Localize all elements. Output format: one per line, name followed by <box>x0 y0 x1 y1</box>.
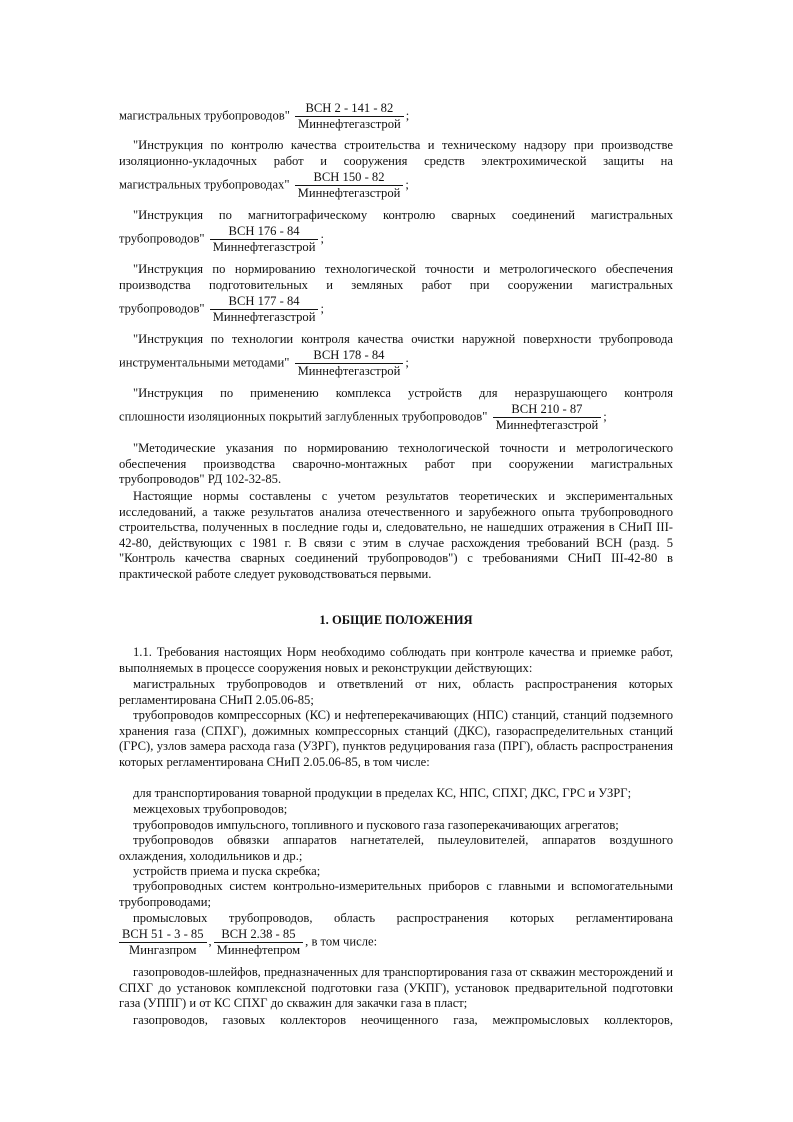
intro-paragraph: Настоящие нормы составлены с учетом результатов теоретических и экспериментальных исследований, а также результатов анализа отечественного и зарубежного опыта трубопроводного строительства, полученных в последние годы и, следовательно, не нашедших отражения в СНиП III-42-80, действующих с 1981 г. В связи с этим в случае расхождения требований ВСН (разд. 5 "Контроль качества сварных соединений трубопроводов") с требованиями СНиП III-42-80 в практической работе следует руководствоваться первыми. <box>119 489 673 581</box>
vsn-150-line <box>119 170 409 201</box>
vsn-176-fraction <box>210 224 319 255</box>
vsn-177-end: ; <box>320 301 324 316</box>
item-field-line <box>119 927 377 958</box>
vsn-176-line <box>119 224 324 255</box>
vsn-176-number: ВСН 176 - 84 <box>210 224 319 240</box>
item-stations: трубопроводов компрессорных (КС) и нефтеперекачивающих (НПС) станций, станций подземного хранения газа (СПХГ), дожимных компрессорных станций (ДКС), газораспределительных станций (ГРС), узлов замера расхода газа (УЗРГ), пунктов редуцирования газа (ПРГ), область распространения которых регламентирована СНиП 2.05.06-85, в том числе: <box>119 708 673 769</box>
vsn-176-paragraph: "Инструкция по магнитографическому контролю сварных соединений магистральных <box>133 208 673 222</box>
item-field-tail: , в том числе: <box>305 934 378 949</box>
clause-1-1: 1.1. Требования настоящих Норм необходимо соблюдать при контроле качества и приемке работ, выполняемых в процессе сооружения новых и реконструкции действующих: <box>119 645 673 675</box>
item-transport: для транспортирования товарной продукции в пределах КС, НПС, СПХГ, ДКС, ГРС и УЗРГ; <box>133 786 632 800</box>
vsn-178-number: ВСН 178 - 84 <box>295 348 404 364</box>
item-collectors: газопроводов, газовых коллекторов неочищенного газа, межпромысловых коллекторов, <box>133 1013 673 1027</box>
vsn-178-end: ; <box>405 355 409 370</box>
vsn-176-end: ; <box>320 231 324 246</box>
vsn-141-line <box>119 101 409 132</box>
vsn-210-fraction <box>493 402 602 433</box>
vsn-210-end: ; <box>603 409 607 424</box>
vsn-210-line <box>119 402 607 433</box>
vsn-150-tail: магистральных трубопроводах" <box>119 177 290 192</box>
item-interceh: межцеховых трубопроводов; <box>133 802 288 816</box>
vsn-150-number: ВСН 150 - 82 <box>295 170 404 186</box>
item-magistral: магистральных трубопроводов и ответвлений от них, область распространения которых регламентирована СНиП 2.05.06-85; <box>119 677 673 707</box>
vsn-238-ministry: Миннефтепром <box>216 943 301 957</box>
fraction-separator: , <box>208 934 212 949</box>
vsn-150-ministry: Миннефтегазстрой <box>297 186 401 200</box>
vsn-141-tail: магистральных трубопроводов" <box>119 108 290 123</box>
vsn-210-paragraph: "Инструкция по применению комплекса устройств для неразрушающего контроля <box>133 386 673 400</box>
vsn-238-fraction <box>214 927 303 958</box>
vsn-238-number: ВСН 2.38 - 85 <box>214 927 303 943</box>
vsn-141-fraction <box>295 101 404 132</box>
vsn-177-number: ВСН 177 - 84 <box>210 294 319 310</box>
item-impulse: трубопроводов импульсного, топливного и пускового газа газоперекачивающих агрегатов; <box>133 818 619 832</box>
vsn-177-fraction <box>210 294 319 325</box>
vsn-210-ministry: Миннефтегазстрой <box>495 418 599 432</box>
item-field-paragraph: промысловых трубопроводов, область распространения которых регламентирована <box>133 911 673 925</box>
item-scraper: устройств приема и пуска скребка; <box>133 864 321 878</box>
vsn-141-end: ; <box>405 108 410 123</box>
vsn-178-paragraph: "Инструкция по технологии контроля качества очистки наружной поверхности трубопровода <box>133 332 673 346</box>
vsn-178-ministry: Миннефтегазстрой <box>297 364 401 378</box>
vsn-176-ministry: Миннефтегазстрой <box>212 240 316 254</box>
vsn-141-number: ВСН 2 - 141 - 82 <box>295 101 404 117</box>
vsn-176-tail: трубопроводов" <box>119 231 205 246</box>
item-kip: трубопроводных систем контрольно-измерительных приборов с главными и вспомогательными трубопроводами; <box>119 879 673 909</box>
vsn-177-tail: трубопроводов" <box>119 301 205 316</box>
vsn-177-ministry: Миннефтегазстрой <box>212 310 316 324</box>
item-loops: газопроводов-шлейфов, предназначенных для транспортирования газа от скважин месторождений и СПХГ до установок комплексной подготовки газа (УКПГ), установок предварительной подготовки газа (УППГ) и от КС СПХГ до скважин для закачки газа в пласт; <box>119 965 673 1010</box>
vsn-178-tail: инструментальными методами" <box>119 355 290 370</box>
vsn-210-tail: сплошности изоляционных покрытий заглубленных трубопроводов" <box>119 409 488 424</box>
vsn-210-number: ВСН 210 - 87 <box>493 402 602 418</box>
item-binding: трубопроводов обвязки аппаратов нагнетателей, пылеуловителей, аппаратов воздушного охлаждения, холодильников и др.; <box>119 833 673 863</box>
vsn-177-line <box>119 294 324 325</box>
vsn-178-fraction <box>295 348 404 379</box>
section-heading: 1. ОБЩИЕ ПОЛОЖЕНИЯ <box>319 613 473 627</box>
vsn-178-line <box>119 348 409 379</box>
vsn-51-fraction <box>119 927 207 958</box>
vsn-150-paragraph: "Инструкция по контролю качества строительства и техническому надзору при производстве изоляционно-укладочных работ и сооружения средств электрохимической защиты на <box>119 138 673 168</box>
vsn-177-paragraph: "Инструкция по нормированию технологической точности и метрологического обеспечения производства подготовительных и земляных работ при сооружении магистральных <box>119 262 673 292</box>
vsn-150-fraction <box>295 170 404 201</box>
vsn-141-ministry: Миннефтегазстрой <box>298 117 401 131</box>
rd-paragraph: "Методические указания по нормированию технологической точности и метрологического обеспечения производства сварочно-монтажных работ при сооружении магистральных трубопроводов" РД 102-32-85. <box>119 441 673 486</box>
vsn-150-end: ; <box>405 177 409 192</box>
vsn-51-ministry: Мингазпром <box>129 943 197 957</box>
vsn-51-number: ВСН 51 - 3 - 85 <box>119 927 207 943</box>
